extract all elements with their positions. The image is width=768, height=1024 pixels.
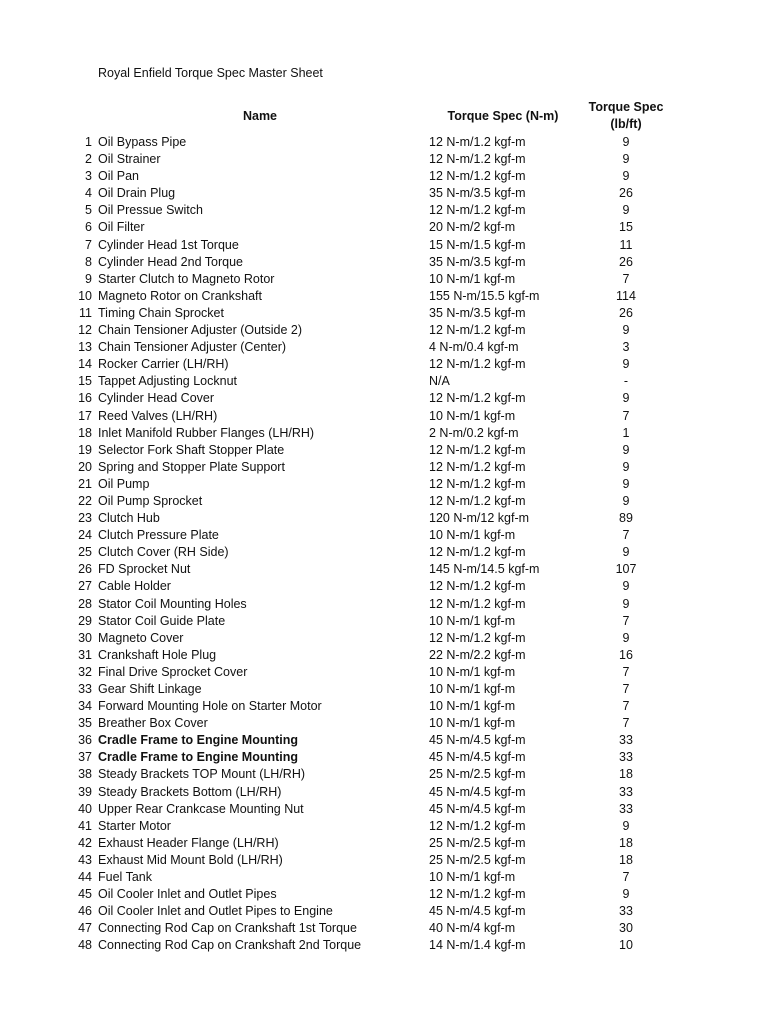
row-number: 36 [78, 733, 92, 748]
torque-nm-cell: 10 N-m/1 kgf-m [429, 699, 516, 714]
part-name-cell: Steady Brackets TOP Mount (LH/RH) [98, 767, 306, 782]
part-name-cell: Oil Cooler Inlet and Outlet Pipes to Engine [98, 904, 333, 919]
torque-nm-cell: 12 N-m/1.2 kgf-m [429, 442, 526, 457]
table-row [0, 339, 768, 356]
torque-lbft-cell: 7 [622, 613, 630, 628]
table-row [0, 613, 768, 630]
table-row [0, 168, 768, 185]
torque-nm-cell: 12 N-m/1.2 kgf-m [429, 169, 526, 184]
torque-nm-cell: 45 N-m/4.5 kgf-m [429, 784, 526, 799]
row-number: 40 [78, 801, 92, 816]
torque-lbft-cell: 9 [622, 169, 630, 184]
torque-lbft-cell: 33 [619, 750, 633, 765]
row-number: 5 [85, 203, 92, 218]
torque-nm-cell: 12 N-m/1.2 kgf-m [429, 391, 526, 406]
torque-nm-cell: 25 N-m/2.5 kgf-m [429, 852, 526, 867]
table-row [0, 134, 768, 151]
row-number: 45 [78, 887, 92, 902]
part-name-cell: Connecting Rod Cap on Crankshaft 1st Torque [98, 921, 357, 936]
torque-nm-cell: 10 N-m/1 kgf-m [429, 682, 516, 696]
torque-nm-cell: 12 N-m/1.2 kgf-m [429, 203, 526, 218]
part-name-cell: Clutch Hub [98, 511, 160, 526]
torque-lbft-cell: 9 [622, 357, 630, 372]
row-number: 28 [78, 596, 92, 611]
row-number: 24 [78, 528, 92, 543]
column-header-torque-lbft [580, 99, 672, 133]
torque-lbft-cell: 33 [619, 784, 633, 799]
row-number: 31 [78, 647, 92, 662]
torque-lbft-cell: 107 [615, 562, 637, 577]
torque-lbft-cell: 26 [619, 254, 633, 269]
row-number: 30 [78, 630, 92, 645]
row-number: 44 [78, 870, 92, 885]
table-row [0, 852, 768, 869]
torque-lbft-cell: 26 [619, 186, 633, 201]
torque-lbft-cell: 15 [619, 220, 633, 235]
table-row [0, 237, 768, 254]
part-name-cell: Crankshaft Hole Plug [98, 647, 217, 662]
table-row [0, 510, 768, 527]
row-number: 11 [79, 305, 92, 320]
table-row [0, 698, 768, 715]
torque-lbft-cell: 9 [622, 203, 630, 218]
row-number: 7 [85, 237, 92, 252]
torque-nm-cell: 12 N-m/1.2 kgf-m [429, 630, 526, 645]
torque-lbft-cell: 7 [622, 682, 630, 696]
torque-lbft-cell: 114 [616, 288, 636, 303]
table-row [0, 254, 768, 271]
row-number: 10 [78, 288, 92, 303]
column-header-torque-nm: Torque Spec (N-m) [447, 109, 559, 123]
torque-nm-cell: 40 N-m/4 kgf-m [429, 921, 516, 936]
torque-lbft-cell: 9 [622, 887, 630, 902]
part-name-cell: Cradle Frame to Engine Mounting [98, 750, 299, 765]
torque-lbft-cell: 9 [622, 391, 630, 406]
torque-table-body [0, 134, 768, 955]
part-name-cell: Cylinder Head 2nd Torque [98, 254, 244, 269]
row-number: 48 [78, 938, 92, 953]
torque-nm-cell: 2 N-m/0.2 kgf-m [429, 425, 519, 440]
torque-nm-cell: 12 N-m/1.2 kgf-m [429, 887, 526, 902]
torque-nm-cell: N/A [429, 374, 450, 389]
torque-nm-cell: 155 N-m/15.5 kgf-m [429, 288, 540, 303]
table-row [0, 476, 768, 493]
part-name-cell: Oil Bypass Pipe [98, 135, 187, 149]
torque-nm-cell: 20 N-m/2 kgf-m [429, 220, 516, 235]
part-name-cell: Tappet Adjusting Locknut [98, 374, 237, 389]
column-header-torque-lbft-line1: Torque Spec [588, 100, 664, 114]
row-number: 6 [85, 220, 92, 235]
part-name-cell: Reed Valves (LH/RH) [98, 408, 218, 423]
row-number: 32 [78, 664, 92, 679]
row-number: 13 [78, 340, 92, 355]
torque-nm-cell: 35 N-m/3.5 kgf-m [429, 186, 526, 201]
part-name-cell: Oil Filter [98, 220, 145, 235]
row-number: 1 [85, 135, 92, 149]
torque-nm-cell: 45 N-m/4.5 kgf-m [429, 750, 526, 765]
torque-lbft-cell: 7 [622, 716, 630, 731]
table-row [0, 442, 768, 459]
torque-lbft-cell: 11 [619, 237, 633, 252]
table-row [0, 185, 768, 202]
torque-lbft-cell: 9 [622, 630, 630, 645]
table-row [0, 681, 768, 698]
part-name-cell: Selector Fork Shaft Stopper Plate [98, 442, 285, 457]
part-name-cell: Clutch Pressure Plate [98, 528, 219, 543]
part-name-cell: Starter Clutch to Magneto Rotor [98, 271, 275, 286]
row-number: 46 [78, 904, 92, 919]
torque-lbft-cell: 9 [622, 323, 630, 338]
row-number: 8 [85, 254, 92, 269]
part-name-cell: Oil Pump Sprocket [98, 493, 203, 508]
torque-nm-cell: 12 N-m/1.2 kgf-m [429, 152, 526, 167]
row-number: 37 [78, 750, 92, 765]
table-row [0, 920, 768, 937]
part-name-cell: Stator Coil Mounting Holes [98, 596, 247, 611]
row-number: 42 [78, 835, 92, 850]
torque-nm-cell: 35 N-m/3.5 kgf-m [429, 254, 526, 269]
table-row [0, 219, 768, 236]
part-name-cell: Gear Shift Linkage [98, 682, 202, 696]
torque-lbft-cell: 89 [619, 511, 633, 526]
torque-nm-cell: 12 N-m/1.2 kgf-m [429, 459, 526, 474]
torque-nm-cell: 22 N-m/2.2 kgf-m [429, 647, 526, 662]
part-name-cell: Rocker Carrier (LH/RH) [98, 357, 229, 372]
torque-nm-cell: 12 N-m/1.2 kgf-m [429, 545, 526, 560]
row-number: 12 [78, 323, 92, 338]
part-name-cell: Exhaust Header Flange (LH/RH) [98, 835, 279, 850]
table-row [0, 801, 768, 818]
row-number: 26 [78, 562, 92, 577]
part-name-cell: Inlet Manifold Rubber Flanges (LH/RH) [98, 425, 315, 440]
torque-lbft-cell: 30 [619, 921, 633, 936]
table-row [0, 202, 768, 219]
torque-lbft-cell: 10 [619, 938, 633, 953]
part-name-cell: Breather Box Cover [98, 716, 208, 731]
row-number: 3 [85, 169, 92, 184]
torque-nm-cell: 10 N-m/1 kgf-m [429, 664, 516, 679]
row-number: 41 [78, 818, 92, 833]
table-row [0, 578, 768, 595]
torque-nm-cell: 12 N-m/1.2 kgf-m [429, 323, 526, 338]
torque-nm-cell: 15 N-m/1.5 kgf-m [429, 237, 526, 252]
part-name-cell: Timing Chain Sprocket [98, 305, 224, 320]
torque-lbft-cell: 33 [619, 904, 633, 919]
torque-lbft-cell: 18 [619, 852, 633, 867]
torque-lbft-cell: 33 [619, 733, 633, 748]
torque-lbft-cell: 16 [619, 647, 633, 662]
table-row [0, 596, 768, 613]
torque-nm-cell: 12 N-m/1.2 kgf-m [429, 493, 526, 508]
table-row [0, 390, 768, 407]
table-row [0, 459, 768, 476]
row-number: 22 [78, 493, 92, 508]
torque-lbft-cell: 9 [622, 459, 630, 474]
torque-lbft-cell: 9 [622, 579, 630, 594]
table-row [0, 818, 768, 835]
torque-lbft-cell: 9 [622, 818, 630, 833]
part-name-cell: Spring and Stopper Plate Support [98, 459, 285, 474]
table-row [0, 322, 768, 339]
torque-nm-cell: 145 N-m/14.5 kgf-m [429, 562, 540, 577]
table-row [0, 784, 768, 801]
torque-nm-cell: 45 N-m/4.5 kgf-m [429, 801, 526, 816]
part-name-cell: Oil Cooler Inlet and Outlet Pipes [98, 887, 277, 902]
torque-nm-cell: 10 N-m/1 kgf-m [429, 716, 516, 731]
row-number: 33 [78, 682, 92, 696]
part-name-cell: Upper Rear Crankcase Mounting Nut [98, 801, 304, 816]
part-name-cell: Magneto Cover [98, 630, 184, 645]
torque-lbft-cell: 3 [622, 340, 630, 355]
torque-lbft-cell: 7 [622, 528, 630, 543]
table-row [0, 305, 768, 322]
table-row [0, 732, 768, 749]
part-name-cell: Exhaust Mid Mount Bold (LH/RH) [98, 852, 283, 867]
table-row [0, 408, 768, 425]
torque-nm-cell: 10 N-m/1 kgf-m [429, 528, 516, 543]
table-row [0, 937, 768, 954]
table-row [0, 151, 768, 168]
row-number: 39 [78, 784, 92, 799]
row-number: 27 [78, 579, 92, 594]
torque-lbft-cell: 7 [622, 664, 630, 679]
column-header-name: Name [242, 109, 278, 123]
torque-nm-cell: 12 N-m/1.2 kgf-m [429, 357, 526, 372]
part-name-cell: Starter Motor [98, 818, 171, 833]
row-number: 17 [78, 408, 92, 423]
part-name-cell: Oil Pressue Switch [98, 203, 203, 218]
torque-nm-cell: 45 N-m/4.5 kgf-m [429, 904, 526, 919]
torque-lbft-cell: 9 [622, 152, 630, 167]
torque-lbft-cell: 7 [622, 870, 630, 885]
torque-lbft-cell: 18 [619, 835, 633, 850]
table-row [0, 425, 768, 442]
part-name-cell: Oil Pump [98, 476, 150, 491]
table-row [0, 664, 768, 681]
row-number: 25 [78, 545, 92, 560]
torque-nm-cell: 45 N-m/4.5 kgf-m [429, 733, 526, 748]
row-number: 14 [78, 357, 92, 372]
torque-lbft-cell: 7 [622, 408, 630, 423]
torque-lbft-cell: 9 [622, 545, 630, 560]
part-name-cell: Cable Holder [98, 579, 171, 594]
table-row [0, 561, 768, 578]
torque-lbft-cell: 9 [622, 493, 630, 508]
row-number: 23 [78, 511, 92, 526]
row-number: 21 [78, 476, 92, 491]
row-number: 18 [78, 425, 92, 440]
torque-lbft-cell: 33 [619, 801, 633, 816]
table-row [0, 271, 768, 288]
part-name-cell: Cylinder Head Cover [98, 391, 215, 406]
part-name-cell: Chain Tensioner Adjuster (Center) [98, 340, 287, 355]
table-row [0, 630, 768, 647]
torque-nm-cell: 10 N-m/1 kgf-m [429, 271, 516, 286]
part-name-cell: Cradle Frame to Engine Mounting [98, 733, 299, 748]
torque-lbft-cell: - [623, 374, 629, 389]
row-number: 47 [78, 921, 92, 936]
torque-lbft-cell: 9 [622, 476, 630, 491]
torque-nm-cell: 10 N-m/1 kgf-m [429, 870, 516, 885]
table-row [0, 835, 768, 852]
part-name-cell: Chain Tensioner Adjuster (Outside 2) [98, 323, 303, 338]
part-name-cell: Magneto Rotor on Crankshaft [98, 288, 262, 303]
row-number: 9 [85, 271, 92, 286]
part-name-cell: Forward Mounting Hole on Starter Motor [98, 699, 322, 714]
table-row [0, 903, 768, 920]
part-name-cell: Oil Strainer [98, 152, 161, 167]
table-row [0, 288, 768, 305]
part-name-cell: FD Sprocket Nut [98, 562, 191, 577]
torque-lbft-cell: 1 [622, 425, 630, 440]
sheet-title: Royal Enfield Torque Spec Master Sheet [98, 66, 323, 80]
row-number: 20 [78, 459, 92, 474]
torque-nm-cell: 10 N-m/1 kgf-m [429, 613, 516, 628]
table-row [0, 527, 768, 544]
torque-nm-cell: 120 N-m/12 kgf-m [429, 511, 530, 526]
torque-nm-cell: 25 N-m/2.5 kgf-m [429, 767, 526, 782]
row-number: 29 [78, 613, 92, 628]
row-number: 4 [85, 186, 92, 201]
table-row [0, 647, 768, 664]
table-row [0, 869, 768, 886]
table-row [0, 373, 768, 390]
torque-nm-cell: 25 N-m/2.5 kgf-m [429, 835, 526, 850]
part-name-cell: Stator Coil Guide Plate [98, 613, 226, 628]
part-name-cell: Oil Drain Plug [98, 186, 176, 201]
torque-lbft-cell: 18 [619, 767, 633, 782]
row-number: 2 [85, 152, 92, 167]
torque-nm-cell: 12 N-m/1.2 kgf-m [429, 596, 526, 611]
table-row [0, 715, 768, 732]
torque-lbft-cell: 9 [622, 135, 630, 149]
part-name-cell: Steady Brackets Bottom (LH/RH) [98, 784, 282, 799]
part-name-cell: Oil Pan [98, 169, 139, 184]
torque-lbft-cell: 7 [622, 271, 630, 286]
part-name-cell: Final Drive Sprocket Cover [98, 664, 248, 679]
torque-nm-cell: 10 N-m/1 kgf-m [429, 408, 516, 423]
torque-lbft-cell: 7 [622, 699, 630, 714]
torque-lbft-cell: 26 [619, 305, 633, 320]
torque-nm-cell: 12 N-m/1.2 kgf-m [429, 579, 526, 594]
row-number: 38 [78, 767, 92, 782]
table-row [0, 356, 768, 373]
row-number: 16 [78, 391, 92, 406]
table-row [0, 493, 768, 510]
row-number: 34 [78, 699, 92, 714]
column-header-torque-lbft-line2: (lb/ft) [610, 117, 642, 131]
table-row [0, 886, 768, 903]
torque-lbft-cell: 9 [622, 442, 630, 457]
part-name-cell: Cylinder Head 1st Torque [98, 237, 239, 252]
torque-nm-cell: 12 N-m/1.2 kgf-m [429, 818, 526, 833]
row-number: 43 [78, 852, 92, 867]
torque-lbft-cell: 9 [622, 596, 630, 611]
row-number: 19 [78, 442, 92, 457]
torque-nm-cell: 35 N-m/3.5 kgf-m [429, 305, 526, 320]
torque-nm-cell: 12 N-m/1.2 kgf-m [429, 476, 526, 491]
table-row [0, 766, 768, 783]
part-name-cell: Fuel Tank [98, 870, 152, 885]
torque-nm-cell: 4 N-m/0.4 kgf-m [429, 340, 519, 355]
part-name-cell: Connecting Rod Cap on Crankshaft 2nd Torque [98, 938, 362, 953]
torque-nm-cell: 14 N-m/1.4 kgf-m [429, 938, 526, 953]
torque-nm-cell: 12 N-m/1.2 kgf-m [429, 135, 526, 149]
row-number: 35 [78, 716, 92, 731]
table-row [0, 544, 768, 561]
row-number: 15 [78, 374, 92, 389]
table-row [0, 749, 768, 766]
part-name-cell: Clutch Cover (RH Side) [98, 545, 229, 560]
